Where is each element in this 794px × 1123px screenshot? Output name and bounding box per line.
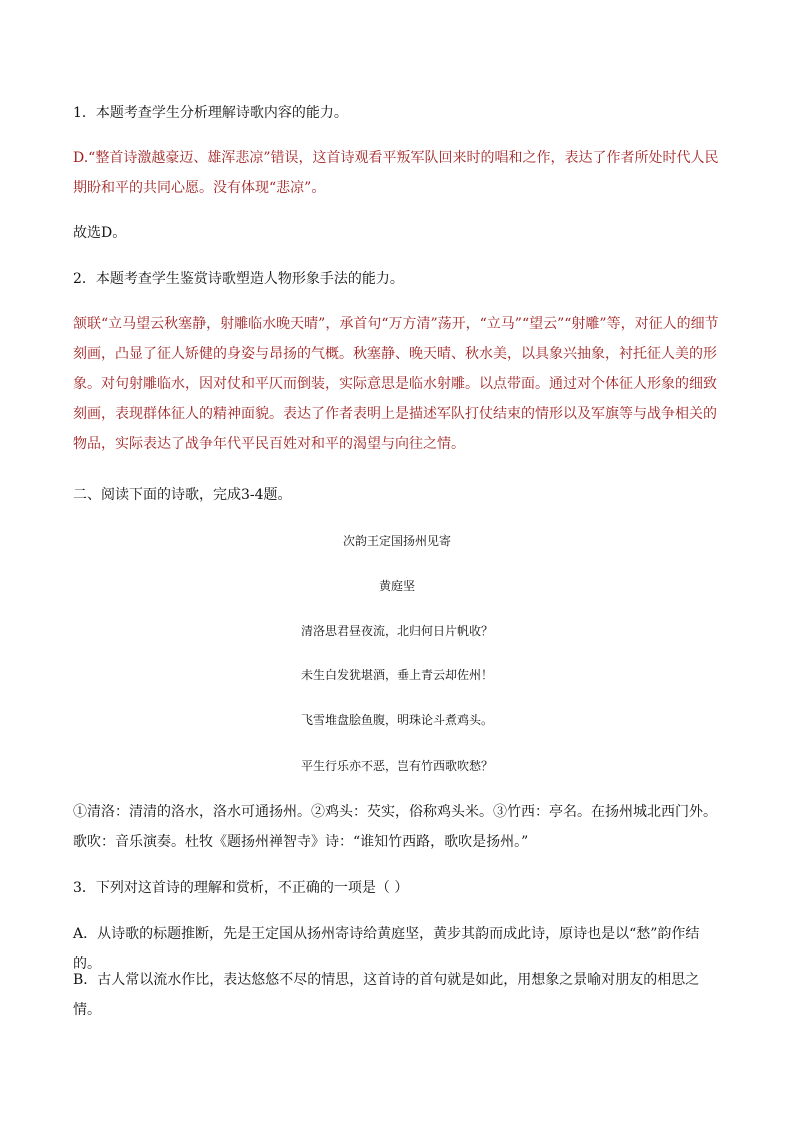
poem-line-3: 飞雪堆盘脍鱼腹，明珠论斗煮鸡头。	[300, 713, 493, 727]
poem-line-2: 未生白发犹堪酒，垂上青云却佐州！	[300, 668, 493, 682]
poem-author: 黄庭坚	[378, 579, 415, 593]
answer-1-heading: 1．本题考查学生分析理解诗歌内容的能力。	[73, 105, 348, 121]
poem-line-1: 清洛思君昼夜流，北归何日片帆收？	[300, 624, 493, 638]
answer-1-option-d: D.“整首诗激越豪迈、雄浑悲凉”错误，这首诗观看平叛军队回来时的唱和之作，表达了作者所处时代人民期盼和平的共同心愿。没有体现“悲凉”。	[73, 150, 719, 196]
answer-2-analysis: 颔联“立马望云秋塞静，射雕临水晚天晴”，承首句“万方清”荡开，“立马”“望云”“射雕”等，对征人的细节刻画，凸显了征人矫健的身姿与昂扬的气概。秋塞静、晚天晴、秋水美，以具象兴抽象，衬托征人美的形象。对句射雕临水，因对仗和平仄而倒装，实际意思是临水射雕。以点带面。通过对个体征人形象的细致刻画，表现群体征人的精神面貌。表达了作者表明上是描述军队打仗结束的情形以及军旗等与战争相关的物品，实际表达了战争年代平民百姓对和平的渴望与向往之情。	[73, 316, 719, 452]
question-3-stem: 3．下列对这首诗的理解和赏析，不正确的一项是（ ）	[73, 880, 409, 896]
poem-line-4: 平生行乐亦不恶，岂有竹西歌吹愁？	[300, 759, 493, 773]
question-3-option-a: A．从诗歌的标题推断，先是王定国从扬州寄诗给黄庭坚，黄步其韵而成此诗，原诗也是以“愁”韵作结的。	[73, 926, 700, 972]
question-3-option-b: B．古人常以流水作比，表达悠悠不尽的情思，这首诗的首句就是如此，用想象之景喻对朋友的相思之情。	[73, 972, 700, 1018]
poem-title: 次韵王定国扬州见寄	[342, 534, 451, 548]
answer-1-conclusion: 故选D。	[73, 225, 127, 241]
section-2-instruction: 二、阅读下面的诗歌，完成3-4题。	[73, 487, 292, 503]
poem-notes: ①清洛：清清的洛水，洛水可通扬州。②鸡头：芡实，俗称鸡头米。③竹西：亭名。在扬州城北西门外。歌吹：音乐演奏。杜牧《题扬州禅智寺》诗：“谁知竹西路，歌吹是扬州。”	[73, 804, 717, 850]
answer-2-heading: 2．本题考查学生鉴赏诗歌塑造人物形象手法的能力。	[73, 271, 404, 287]
